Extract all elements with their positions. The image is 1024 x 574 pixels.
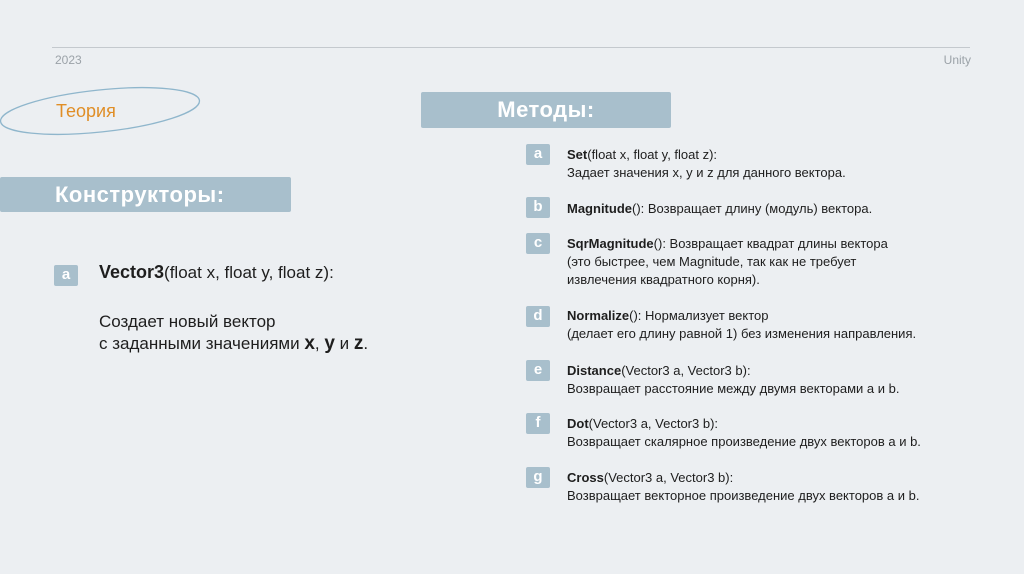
method-name: Cross bbox=[567, 470, 604, 485]
method-badge: e bbox=[526, 360, 550, 381]
method-name: Distance bbox=[567, 363, 622, 378]
method-badge: f bbox=[526, 413, 550, 434]
method-sqrmagnitude: SqrMagnitude(): Возвращает квадрат длины вектора (это быстрее, чем Magnitude, так как не требует извлечения квадратного корня). bbox=[567, 236, 888, 287]
method-description: (это быстрее, чем Magnitude, так как не требует bbox=[567, 254, 857, 269]
method-set: Set(float x, float y, float z): Задает значения x, y и z для данного вектора. bbox=[567, 147, 846, 180]
header-brand: Unity bbox=[943, 53, 971, 67]
constructor-desc-line2: с заданными значениями x, y и z. bbox=[99, 333, 369, 354]
methods-heading: Методы: bbox=[421, 92, 671, 128]
method-name: Normalize bbox=[567, 308, 630, 323]
constructor-name: Vector3 bbox=[99, 262, 165, 282]
method-description: (делает его длину равной 1) без изменения направления. bbox=[567, 326, 917, 341]
method-cross: Cross(Vector3 a, Vector3 b): Возвращает векторное произведение двух векторов a и b. bbox=[567, 470, 920, 503]
method-name: SqrMagnitude bbox=[567, 236, 654, 251]
method-badge: c bbox=[526, 233, 550, 254]
method-dot: Dot(Vector3 a, Vector3 b): Возвращает скалярное произведение двух векторов a и b. bbox=[567, 416, 921, 449]
constructor-description bbox=[99, 311, 368, 355]
method-description-cont: извлечения квадратного корня). bbox=[567, 272, 760, 287]
header-year: 2023 bbox=[55, 53, 82, 67]
method-description: Возвращает скалярное произведение двух векторов a и b. bbox=[567, 434, 921, 449]
method-badge: d bbox=[526, 306, 550, 327]
method-distance: Distance(Vector3 a, Vector3 b): Возвращает расстояние между двумя векторами a и b. bbox=[567, 363, 900, 396]
method-badge: g bbox=[526, 467, 550, 488]
method-normalize: Normalize(): Нормализует вектор (делает его длину равной 1) без изменения направления. bbox=[567, 308, 917, 341]
constructor-desc-line1: Создает новый вектор bbox=[99, 312, 276, 331]
method-badge: b bbox=[526, 197, 550, 218]
method-description: Задает значения x, y и z для данного вектора. bbox=[567, 165, 846, 180]
constructors-heading: Конструкторы: bbox=[0, 177, 291, 212]
method-description: Возвращает векторное произведение двух векторов a и b. bbox=[567, 488, 920, 503]
constructor-args: (float x, float y, float z): bbox=[164, 263, 334, 282]
constructor-badge: a bbox=[54, 265, 78, 286]
method-name: Dot bbox=[567, 416, 589, 431]
method-magnitude: Magnitude(): Возвращает длину (модуль) вектора. bbox=[567, 201, 873, 216]
section-title: Теория bbox=[56, 101, 116, 121]
method-name: Magnitude bbox=[567, 201, 632, 216]
constructor-signature bbox=[99, 262, 334, 283]
header-divider bbox=[52, 47, 970, 48]
method-name: Set bbox=[567, 147, 588, 162]
method-description: Возвращает расстояние между двумя векторами a и b. bbox=[567, 381, 900, 396]
method-badge: a bbox=[526, 144, 550, 165]
